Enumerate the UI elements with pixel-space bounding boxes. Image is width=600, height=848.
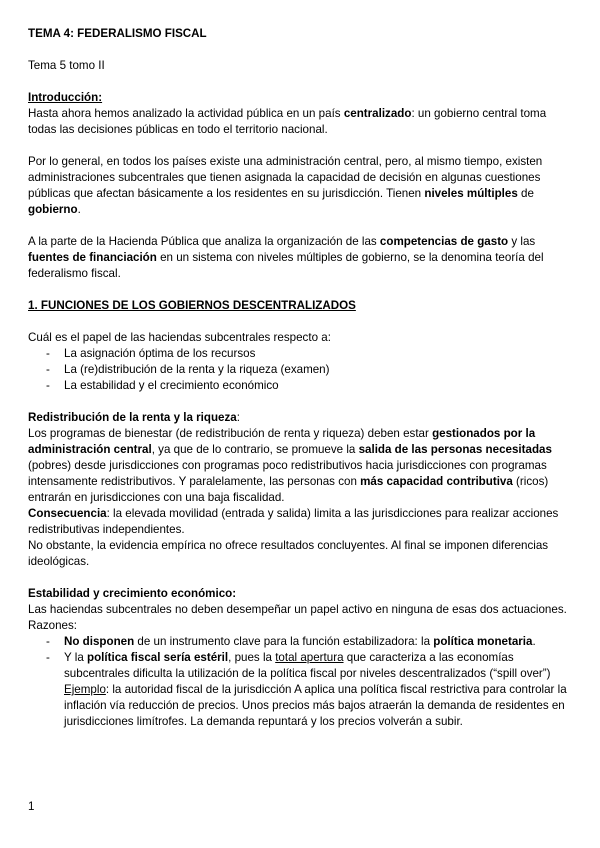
text-run: de un instrumento clave para la función estabilizadora: la — [134, 635, 434, 648]
section-1-list — [28, 346, 574, 394]
intro-paragraph-2 — [28, 154, 574, 218]
consequence-paragraph — [28, 506, 574, 538]
bold-term: salida de las personas necesitadas — [358, 443, 552, 456]
text-run: : la elevada movilidad (entrada y salida) limita a las jurisdicciones para realizar acciones redistributivas independientes. — [28, 507, 559, 536]
bold-term: No disponen — [64, 635, 135, 648]
heading-text: Redistribución de la renta y la riqueza — [28, 411, 237, 424]
stability-heading: Estabilidad y crecimiento económico: — [28, 587, 237, 600]
text-run: que caracteriza a las economías subcentrales dificulta la utilización de la política fiscal por niveles descentralizados (“spill over”) — [64, 651, 551, 680]
stability-list — [28, 634, 574, 730]
document-subtitle: Tema 5 tomo II — [28, 59, 105, 72]
document-page — [28, 26, 574, 730]
bold-term: más capacidad contributiva — [360, 475, 513, 488]
bold-term: niveles múltiples — [424, 187, 518, 200]
underlined-term: total apertura — [275, 651, 344, 664]
text-run: . — [532, 635, 536, 648]
bold-term: política monetaria — [433, 635, 533, 648]
text-run: : un gobierno central toma todas las decisiones públicas en todo el territorio nacional. — [28, 107, 547, 136]
list-item: - La (re)distribución de la renta y la riqueza (examen) — [28, 362, 574, 378]
bold-term: centralizado — [343, 107, 412, 120]
text-run: : la autoridad fiscal de la jurisdicción A aplica una política fiscal restrictiva para controlar la inflación vía reducción de precios. Unos precios más bajos atraerán la demanda de residentes en jurisdicciones limítrofes. La demanda repuntará y los precios volverán a subir. — [64, 683, 567, 728]
bold-term: gestionados por la administración central — [28, 427, 536, 456]
redistribution-paragraph — [28, 426, 574, 506]
list-item — [28, 650, 574, 730]
text-run: , pues la — [228, 651, 276, 664]
intro-heading: Introducción: — [28, 91, 103, 104]
evidence-paragraph: No obstante, la evidencia empírica no ofrece resultados concluyentes. Al final se imponen diferencias ideológicas. — [28, 539, 549, 568]
text-run: de — [517, 187, 534, 200]
example-label: Ejemplo — [64, 683, 106, 696]
stability-lead: Las haciendas subcentrales no deben desempeñar un papel activo en ninguna de esas dos actuaciones. Razones: — [28, 603, 567, 632]
text-run: : — [236, 411, 240, 424]
text-run: Y la — [64, 651, 87, 664]
bold-term: gobierno — [28, 203, 78, 216]
bold-term: Consecuencia — [28, 507, 107, 520]
text-run: A la parte de la Hacienda Pública que analiza la organización de las — [28, 235, 380, 248]
bold-term: fuentes de financiación — [28, 251, 157, 264]
text-run: Por lo general, en todos los países existe una administración central, pero, al mismo tiempo, existen administraciones subcentrales que tienen asignada la capacidad de decisión en algunas cuestiones públicas que afectan básicamente a los residentes en su jurisdicción. Tienen — [28, 155, 543, 200]
redistribution-heading — [28, 410, 574, 426]
intro-paragraph-1 — [28, 106, 574, 138]
text-run: Hasta ahora hemos analizado la actividad pública en un país — [28, 107, 344, 120]
document-title: TEMA 4: FEDERALISMO FISCAL — [28, 27, 207, 40]
intro-paragraph-3 — [28, 234, 574, 282]
text-run: . — [77, 203, 81, 216]
list-item: - La asignación óptima de los recursos — [28, 346, 574, 362]
text-run: en un sistema con niveles múltiples de gobierno, se la denomina teoría del federalismo fiscal. — [28, 251, 544, 280]
bold-term: competencias de gasto — [379, 235, 509, 248]
list-item — [28, 634, 574, 650]
page-number: 1 — [28, 800, 35, 813]
section-1-lead: Cuál es el papel de las haciendas subcentrales respecto a: — [28, 331, 331, 344]
text-run: (ricos) entrarán en jurisdicciones con una baja fiscalidad. — [28, 475, 549, 504]
text-run: (pobres) desde jurisdicciones con programas poco redistributivos hacia jurisdicciones con programas intensamente redistributivos. Y paralelamente, las personas con — [28, 459, 547, 488]
list-item: - La estabilidad y el crecimiento económico — [28, 378, 574, 394]
bold-term: política fiscal sería estéril — [87, 651, 229, 664]
text-run: , ya que de lo contrario, se promueve la — [151, 443, 359, 456]
text-run: y las — [508, 235, 536, 248]
text-run: Los programas de bienestar (de redistribución de renta y riqueza) deben estar — [28, 427, 433, 440]
section-1-heading: 1. FUNCIONES DE LOS GOBIERNOS DESCENTRALIZADOS — [28, 299, 356, 312]
